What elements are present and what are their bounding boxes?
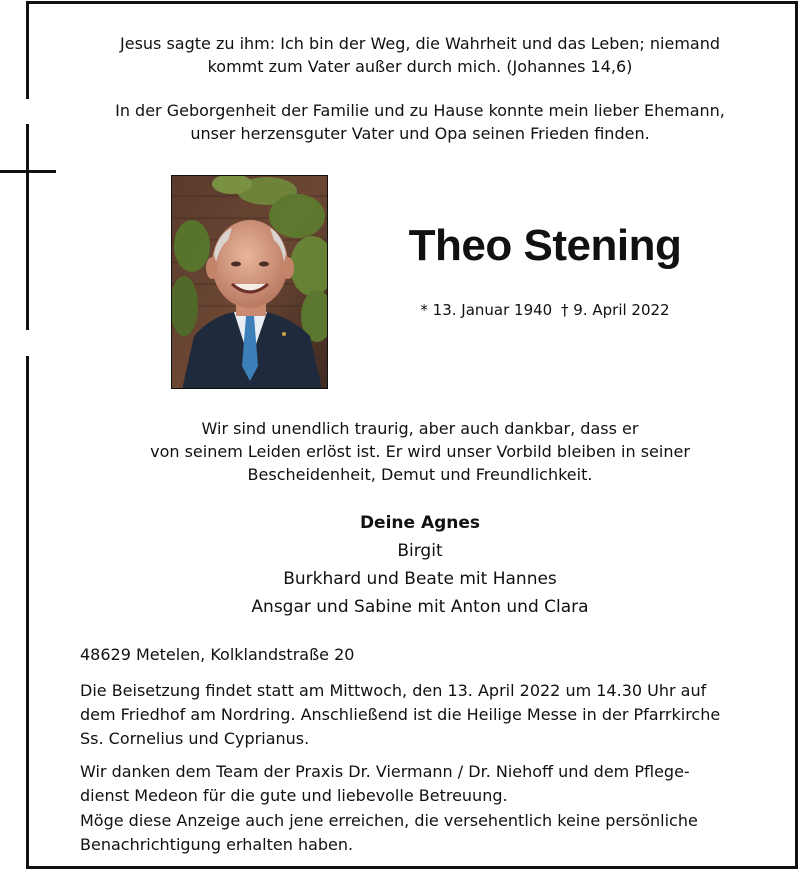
intro-line: unser herzensguter Vater und Opa seinen Frieden finden. [190, 124, 650, 143]
funeral-details [80, 679, 720, 751]
bible-verse-line: Jesus sagte zu ihm: Ich bin der Weg, die Wahrheit und das Leben; niemand [120, 34, 720, 53]
frame-top-border [26, 1, 798, 4]
mourning-line: von seinem Leiden erlöst ist. Er wird unser Vorbild bleiben in seiner [150, 442, 690, 461]
bible-verse [60, 32, 780, 78]
funeral-line: dem Friedhof am Nordring. Anschließend ist die Heilige Messe in der Pfarrkirche [80, 705, 721, 724]
intro-line: In der Geborgenheit der Familie und zu Hause konnte mein lieber Ehemann, [115, 101, 725, 120]
cross-horizontal-beam [0, 170, 56, 173]
intro-text [60, 99, 780, 145]
portrait-photo [171, 175, 328, 389]
life-dates [380, 299, 710, 321]
bible-verse-line: kommt zum Vater außer durch mich. (Johannes 14,6) [207, 57, 633, 76]
family-lead: Deine Agnes [359, 513, 481, 533]
deceased-name: Theo Stening [408, 221, 682, 270]
family-member: Birgit [397, 541, 443, 561]
frame-left-border-lower [26, 356, 29, 869]
thanks-line: dienst Medeon für die gute und liebevolle Betreuung. [80, 786, 508, 805]
family-member: Ansgar und Sabine mit Anton und Clara [251, 597, 589, 617]
portrait-illustration [172, 176, 328, 389]
funeral-line: Die Beisetzung findet statt am Mittwoch, den 13. April 2022 um 14.30 Uhr auf [80, 681, 707, 700]
cross-vertical-beam [26, 124, 29, 330]
thanks-text [80, 760, 690, 808]
mourning-text [60, 417, 780, 486]
frame-left-border-upper [26, 1, 29, 99]
address: 48629 Metelen, Kolklandstraße 20 [80, 645, 355, 664]
death-date: † 9. April 2022 [561, 301, 670, 319]
frame-right-border [795, 1, 798, 869]
mourning-line: Bescheidenheit, Demut und Freundlichkeit. [247, 465, 593, 484]
mourning-line: Wir sind unendlich traurig, aber auch dankbar, dass er [201, 419, 639, 438]
birth-date: * 13. Januar 1940 [420, 301, 553, 319]
family-signatures [60, 509, 780, 621]
notice-line: Möge diese Anzeige auch jene erreichen, die versehentlich keine persönliche [80, 811, 698, 830]
thanks-line: Wir danken dem Team der Praxis Dr. Viermann / Dr. Niehoff und dem Pflege- [80, 762, 690, 781]
family-member: Burkhard und Beate mit Hannes [283, 569, 557, 589]
funeral-line: Ss. Cornelius und Cyprianus. [80, 729, 310, 748]
notice-text [80, 809, 698, 857]
notice-line: Benachrichtigung erhalten haben. [80, 835, 354, 854]
frame-bottom-border [26, 866, 798, 869]
